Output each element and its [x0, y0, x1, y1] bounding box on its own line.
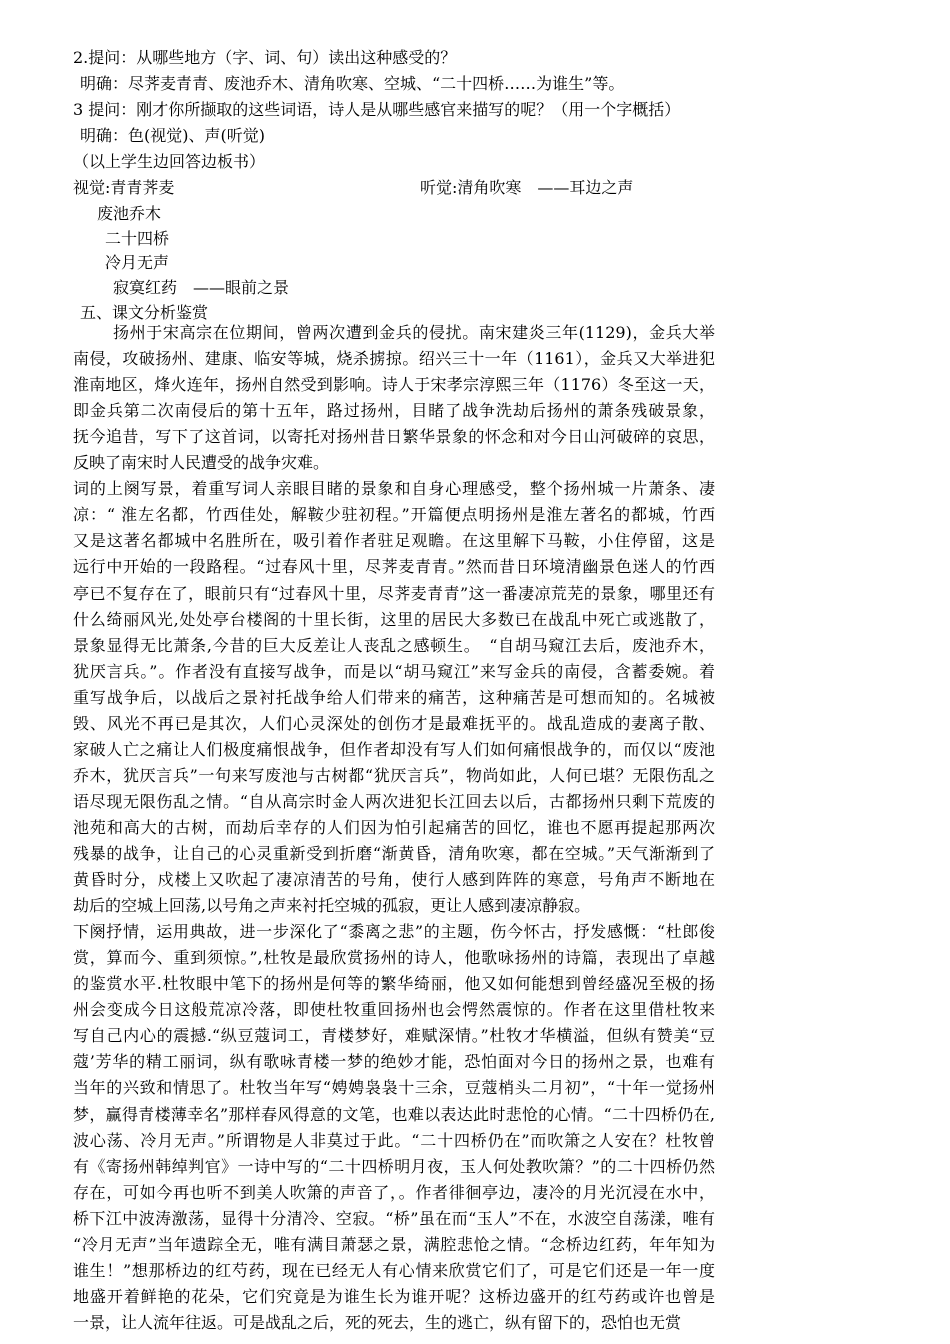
paragraph-line: 州会变成今日这般荒凉冷落，即使杜牧重回扬州也会愕然震惊的。作者在这里借杜牧来 [73, 1000, 715, 1019]
visual-item-4: 寂寞红药 ——眼前之景 [113, 278, 290, 297]
visual-item-1: 废池乔木 [97, 204, 162, 223]
paragraph-line: 劫后的空城上回荡,以号角之声来衬托空城的孤寂，更让人感到凄凉静寂。 [73, 896, 591, 915]
paragraph-line: 存在，可如今再也听不到美人吹箫的声音了，。作者徘徊亭边，凄冷的月光沉浸在水中， [73, 1183, 715, 1202]
paragraph-line: 有《寄扬州韩绰判官》一诗中写的“二十四桥明月夜，玉人何处教吹箫？”的二十四桥仍然 [73, 1157, 715, 1176]
paragraph-line: 扬州于宋高宗在位期间，曾两次遭到金兵的侵扰。南宋建炎三年(1129)，金兵大举 [113, 323, 715, 342]
paragraph-line: 池苑和高大的古树，而劫后幸存的人们因为怕引起痛苦的回忆，谁也不愿再提起那两次 [73, 818, 715, 837]
paragraph-line: 毁、风光不再已是其次，人们心灵深处的创伤才是最难抚平的。战乱造成的妻离子散、 [73, 714, 715, 733]
paragraph-line: 抚今追昔，写下了这首词，以寄托对扬州昔日繁华景象的怀念和对今日山河破碎的哀思， [73, 427, 715, 446]
paragraph-line: 家破人亡之痛让人们极度痛恨战争，但作者却没有写人们如何痛恨战争的，而仅以“废池 [73, 740, 715, 759]
paragraph-line: 当年的兴致和情思了。杜牧当年写“娉娉袅袅十三余，豆蔻梢头二月初”，“十年一觉扬州 [73, 1078, 715, 1097]
paragraph-line: 景象显得无比萧条,今昔的巨大反差让人丧乱之感顿生。 “自胡马窥江去后，废池乔木， [73, 636, 715, 655]
section-heading: 五、课文分析鉴赏 [80, 303, 209, 322]
paragraph-line: 一景，让人流年往返。可是战乱之后，死的死去，生的逃亡，纵有留下的，恐怕也无赏 [73, 1313, 682, 1332]
paragraph-line: 又是这著名都城中名胜所在，吸引着作者驻足观瞻。在这里解下马鞍，小住停留，这是 [73, 531, 715, 550]
paragraph-line: 淮南地区，烽火连年，扬州自然受到影响。诗人于宋孝宗淳熙三年（1176）冬至这一天， [73, 375, 715, 394]
paragraph-line: 南侵，攻破扬州、建康、临安等城，烧杀掳掠。绍兴三十一年（1161），金兵又大举进犯 [73, 349, 715, 368]
paragraph-line: 的鉴赏水平.杜牧眼中笔下的扬州是何等的繁华绮丽，他又如何能想到曾经盛况至极的扬 [73, 974, 715, 993]
question-3: 3 提问：刚才你所撷取的这些词语，诗人是从哪些感官来描写的呢？（用一个字概括） [73, 100, 681, 119]
paragraph-line: 犹厌言兵。”。作者没有直接写战争，而是以“胡马窥江”来写金兵的南侵，含蓄委婉。着 [73, 662, 715, 681]
answer-3: 明确：色(视觉)、声(听觉) [80, 126, 265, 145]
paragraph-line: 重写战争后，以战后之景衬托战争给人们带来的痛苦，这种痛苦是可想而知的。名城被 [73, 688, 715, 707]
paragraph-line: 写自己内心的震撼.“纵豆蔻词工，青楼梦好，难赋深情。”杜牧才华横溢，但纵有赞美“豆 [73, 1026, 715, 1045]
paragraph-line: 词的上阕写景，着重写词人亲眼目睹的景象和自身心理感受，整个扬州城一片萧条、凄 [73, 479, 715, 498]
paragraph-line: 赏，算而今、重到须惊。”,杜牧是最欣赏扬州的诗人，他歌咏扬州的诗篇，表现出了卓越 [73, 948, 715, 967]
answer-2: 明确：尽荠麦青青、废池乔木、清角吹寒、空城、“二十四桥……为谁生”等。 [80, 74, 625, 93]
paragraph-line: 梦，赢得青楼薄幸名”那样春风得意的文笔，也难以表达此时悲怆的心情。“二十四桥仍在, [73, 1105, 715, 1124]
paragraph-line: 亭已不复存在了，眼前只有“过春风十里，尽荠麦青青”这一番凄凉荒芜的景象，哪里还有 [73, 584, 715, 603]
visual-item-3: 冷月无声 [105, 253, 170, 272]
paragraph-line: 语尽现无限伤乱之情。“自从高宗时金人两次进犯长江回去以后，古都扬州只剩下荒废的 [73, 792, 715, 811]
visual-label: 视觉:青青荠麦 [73, 178, 175, 197]
paragraph-line: 下阕抒情，运用典故，进一步深化了“黍离之悲”的主题，伤今怀古，抒发感慨：“杜郎俊 [73, 922, 715, 941]
paragraph-line: 乔木，犹厌言兵”一句来写废池与古树都“犹厌言兵”，物尚如此，人何已堪？无限伤乱之 [73, 766, 715, 785]
paragraph-line: “冷月无声”当年遗踪全无，唯有满目萧瑟之景，满腔悲怆之情。“念桥边红药，年年知为 [73, 1235, 715, 1254]
paragraph-line: 远行中开始的一段路程。“过春风十里，尽荠麦青青。”然而昔日环境清幽景色迷人的竹西 [73, 557, 715, 576]
paragraph-line: 桥下江中波涛激荡，显得十分清冷、空寂。“桥”虽在而“玉人”不在，水波空自荡漾，唯有 [73, 1209, 715, 1228]
paragraph-line: 蔻’芳华的精工丽词，纵有歌咏青楼一梦的绝妙才能，恐怕面对今日的扬州之景，也难有 [73, 1052, 715, 1071]
visual-item-2: 二十四桥 [105, 229, 170, 248]
paragraph-line: 谁生！”想那桥边的红芍药，现在已经无人有心情来欣赏它们了，可是它们还是一年一度 [73, 1261, 715, 1280]
paragraph-line: 黄昏时分，戍楼上又吹起了凄凉清苦的号角，使行人感到阵阵的寒意，号角声不断地在 [73, 870, 715, 889]
paragraph-line: 什么绮丽风光,处处亭台楼阁的十里长街，这里的居民大多数已在战乱中死亡或逃散了， [73, 610, 715, 629]
paragraph-line: 即金兵第二次南侵后的第十五年，路过扬州，目睹了战争洗劫后扬州的萧条残破景象， [73, 401, 715, 420]
blackboard-note: （以上学生边回答边板书） [73, 152, 266, 171]
paragraph-line: 地盛开着鲜艳的花朵，它们究竟是为谁生长为谁开呢？这桥边盛开的红芍药或许也曾是 [73, 1287, 715, 1306]
paragraph-line: 凉：“ 淮左名都，竹西佳处，解鞍少驻初程。”开篇便点明扬州是淮左著名的都城，竹西 [73, 505, 715, 524]
question-2: 2.提问：从哪些地方（字、词、句）读出这种感受的？ [73, 48, 457, 67]
paragraph-line: 波心荡、冷月无声。”所谓物是人非莫过于此。“二十四桥仍在”而吹箫之人安在？杜牧曾 [73, 1131, 715, 1150]
audio-label: 听觉:清角吹寒 ——耳边之声 [420, 178, 634, 197]
paragraph-line: 残暴的战争，让自己的心灵重新受到折磨“渐黄昏，清角吹寒，都在空城。”天气渐渐到了 [73, 844, 715, 863]
paragraph-line: 反映了南宋时人民遭受的战争灾难。 [73, 453, 330, 472]
